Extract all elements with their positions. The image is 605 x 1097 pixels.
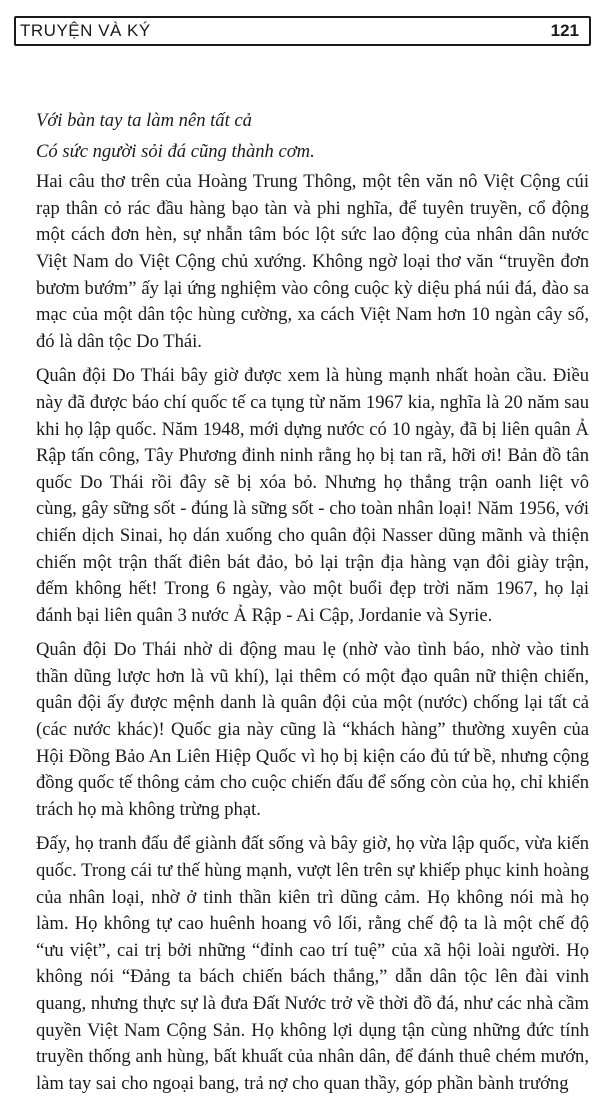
verse-line-2: Có sức người sỏi đá cũng thành cơm. [36, 140, 315, 162]
paragraph-1: Hai câu thơ trên của Hoàng Trung Thông, một tên văn nô Việt Cộng cúi rạp thân cỏ rác đầu hàng bạo tàn và phi nghĩa, để tuyên truyền, cổ động một cách đơn hèn, sự nhẫn tâm bóc lột sức lao động của nhân dân nước Việt Nam do Việt Cộng chủ xướng. Không ngờ loại thơ văn “truyền đơn bươm bướm” ấy lại ứng nghiệm vào công cuộc kỳ diệu phá núi đá, đào sa mạc của một dân tộc hùng cường, xa cách Việt Nam hơn 10 ngàn cây số, đó là dân tộc Do Thái. [36, 171, 589, 352]
page-number: 121 [550, 21, 579, 40]
paragraph-2: Quân đội Do Thái bây giờ được xem là hùng mạnh nhất hoàn cầu. Điều này đã được báo chí quốc tế ca tụng từ năm 1967 kia, nghĩa là 20 năm sau khi họ lập quốc. Năm 1948, mới dựng nước có 10 ngày, đã bị liên quân Ả Rập tấn công, Tây Phương đinh ninh rằng họ bị tan rã, hỡi ơi! Bản đồ tân quốc Do Thái rồi đây sẽ bị xóa bỏ. Nhưng họ thắng trận oanh liệt vô cùng, gây sững sốt - đúng là sững sốt - cho toàn nhân loại! Năm 1956, với chiến dịch Sinai, họ dán xuống cho quân đội Nasser dũng mãnh và thiện chiến một trận thất điên bát đảo, bỏ lại trận địa hàng vạn đôi giày trận, đếm không hết! Trong 6 ngày, vào một buổi đẹp trời năm 1967, họ lại đánh bại liên quân 3 nước Ả Rập - Ai Cập, Jordanie và Syrie. [36, 365, 589, 626]
body-text [14, 108, 591, 1097]
paragraph-4: Đấy, họ tranh đấu để giành đất sống và bây giờ, họ vừa lập quốc, vừa kiến quốc. Trong cái tư thế hùng mạnh, vượt lên trên sự khiếp phục kinh hoàng của nhân loại, nhờ ở tinh thần kiên trì dũng cảm. Họ không nói mà họ làm. Họ không tự cao huênh hoang vô lối, rằng chế độ ta là một chế độ “ưu việt”, cai trị bởi những “đỉnh cao trí tuệ” của xã hội loài người. Họ không nói “Đảng ta bách chiến bách thắng,” dẫn dân tộc lên đài vinh quang, nhưng thực sự là đưa Đất Nước trở về thời đồ đá, như các nhà cầm quyền Việt Nam Cộng Sản. Họ không lợi dụng tận cùng những đức tính truyền thống anh hùng, bất khuất của nhân dân, để đánh thuê chém mướn, làm tay sai cho ngoại bang, trả nợ cho quan thầy, góp phần bành trướng [36, 833, 589, 1094]
running-header [14, 16, 591, 46]
paragraph-3: Quân đội Do Thái nhờ di động mau lẹ (nhờ vào tình báo, nhờ vào tinh thần dũng lược hơn là vũ khí), lại thêm có một đạo quân nữ thiện chiến, quân đội ấy được mệnh danh là quân đội của một (nước) chống lại tất cả (các nước khác)! Quốc gia này cũng là “khách hàng” thường xuyên của Hội Đồng Bảo An Liên Hiệp Quốc vì họ bị kiện cáo đủ tứ bề, nhưng cộng đồng quốc tế thông cảm cho cuộc chiến đấu để sống còn của họ, chỉ khiển trách họ mà không trừng phạt. [36, 639, 589, 820]
verse-line-1: Với bàn tay ta làm nên tất cả [36, 110, 252, 131]
header-title: TRUYỆN VÀ KÝ [20, 21, 151, 40]
